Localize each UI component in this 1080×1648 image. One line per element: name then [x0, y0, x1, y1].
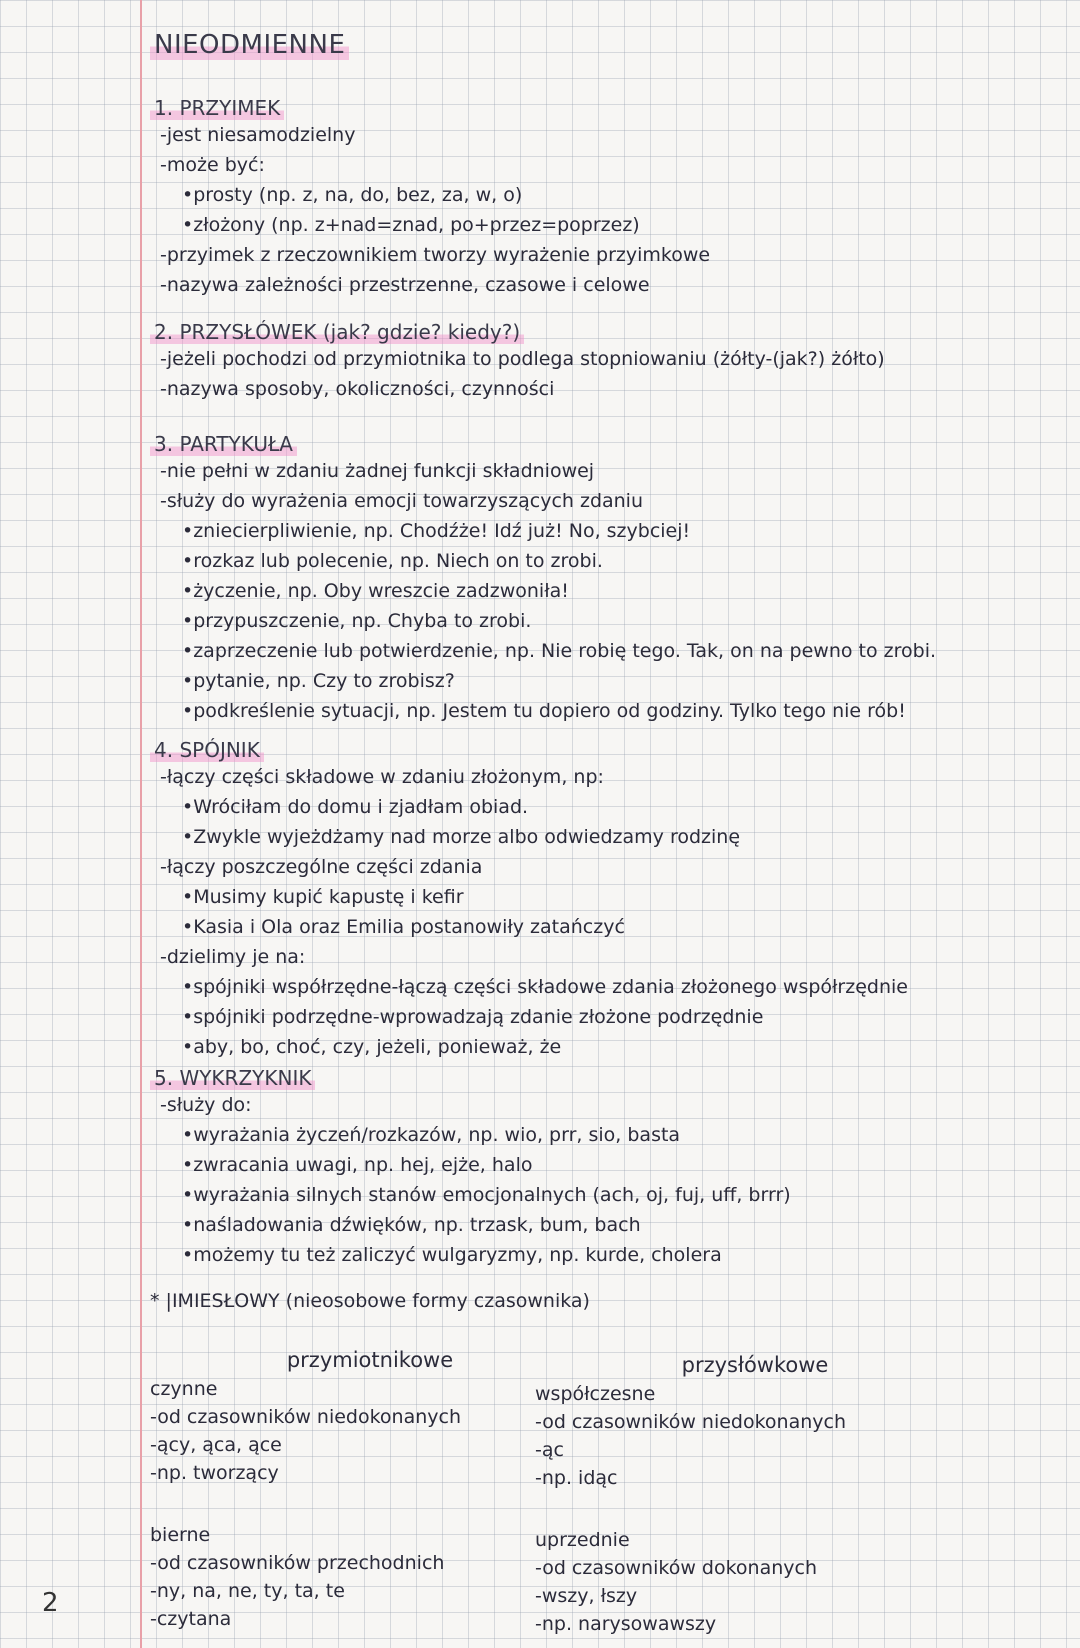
note-line: -służy do: — [160, 1094, 252, 1116]
margin-line — [140, 0, 142, 1648]
imieslowy-left-column — [150, 1345, 590, 1633]
note-line: •Wróciłam do domu i zjadłam obiad. — [182, 796, 529, 818]
section-heading: 4. SPÓJNIK — [150, 738, 264, 762]
note-line: •życzenie, np. Oby wreszcie zadzwoniła! — [182, 580, 569, 602]
note-line: -dzielimy je na: — [160, 946, 306, 968]
imieslowy-left-label: przymiotnikowe — [286, 1348, 454, 1372]
note-line: -np. idąc — [535, 1467, 618, 1489]
section-partykula — [150, 432, 1050, 726]
note-line: -od czasowników dokonanych — [535, 1557, 818, 1579]
page-title-block — [150, 30, 1050, 60]
imieslowy-title: * |IMIESŁOWY (nieosobowe formy czasownika) — [150, 1290, 590, 1312]
note-line: -np. narysowawszy — [535, 1613, 717, 1635]
note-line: •złożony (np. z+nad=znad, po+przez=poprzez) — [182, 214, 640, 236]
note-line: -czytana — [150, 1608, 232, 1630]
note-line: •naśladowania dźwięków, np. trzask, bum, bach — [182, 1214, 641, 1236]
note-line: •rozkaz lub polecenie, np. Niech on to zrobi. — [182, 550, 603, 572]
section-spojnik — [150, 738, 1050, 1062]
note-line: •spójniki współrzędne-łączą części składowe zdania złożonego współrzędnie — [182, 976, 908, 998]
note-line: -ny, na, ne, ty, ta, te — [150, 1580, 345, 1602]
page-title: NIEODMIENNE — [150, 30, 349, 60]
note-line: •zniecierpliwienie, np. Chodźże! Idź już! No, szybciej! — [182, 520, 691, 542]
note-line: -od czasowników niedokonanych — [535, 1411, 847, 1433]
note-line: uprzednie — [535, 1529, 630, 1551]
note-line: -jest niesamodzielny — [160, 124, 356, 146]
note-line: -łączy części składowe w zdaniu złożonym, np: — [160, 766, 604, 788]
note-line: -nazywa sposoby, okoliczności, czynności — [160, 378, 555, 400]
note-line: •zaprzeczenie lub potwierdzenie, np. Nie robię tego. Tak, on na pewno to zrobi. — [182, 640, 937, 662]
note-line: -od czasowników przechodnich — [150, 1552, 445, 1574]
note-line: -jeżeli pochodzi od przymiotnika to podlega stopniowaniu (żółty-(jak?) żółto) — [160, 348, 885, 370]
note-line: współczesne — [535, 1383, 656, 1405]
note-line: •wyrażania silnych stanów emocjonalnych (ach, oj, fuj, uff, brrr) — [182, 1184, 791, 1206]
note-line: -może być: — [160, 154, 265, 176]
note-line: •spójniki podrzędne-wprowadzają zdanie złożone podrzędnie — [182, 1006, 764, 1028]
note-line: •przypuszczenie, np. Chyba to zrobi. — [182, 610, 532, 632]
section-heading: 3. PARTYKUŁA — [150, 432, 297, 456]
section-heading: 1. PRZYIMEK — [150, 96, 284, 120]
imieslowy-right-label: przysłówkowe — [681, 1353, 829, 1377]
note-line: •prosty (np. z, na, do, bez, za, w, o) — [182, 184, 523, 206]
note-line: •Musimy kupić kapustę i kefir — [182, 886, 464, 908]
note-line: -łączy poszczególne części zdania — [160, 856, 483, 878]
note-line: •Zwykle wyjeżdżamy nad morze albo odwiedzamy rodzinę — [182, 826, 741, 848]
note-line: -przyimek z rzeczownikiem tworzy wyrażenie przyimkowe — [160, 244, 711, 266]
note-line: •wyrażania życzeń/rozkazów, np. wio, prr, sio, basta — [182, 1124, 681, 1146]
section-wykrzyknik — [150, 1066, 1050, 1270]
note-line: -ąc — [535, 1439, 564, 1461]
note-line: -nie pełni w zdaniu żadnej funkcji składniowej — [160, 460, 595, 482]
page-number: 2 — [42, 1588, 59, 1618]
note-line: •możemy tu też zaliczyć wulgaryzmy, np. kurde, cholera — [182, 1244, 722, 1266]
note-line: -np. tworzący — [150, 1462, 279, 1484]
imieslowy-right-column — [535, 1350, 975, 1638]
note-line: czynne — [150, 1378, 218, 1400]
note-line: •aby, bo, choć, czy, jeżeli, ponieważ, że — [182, 1036, 562, 1058]
note-line: •Kasia i Ola oraz Emilia postanowiły zatańczyć — [182, 916, 625, 938]
note-line: •pytanie, np. Czy to zrobisz? — [182, 670, 455, 692]
section-przyslowek — [150, 320, 1050, 404]
section-heading: 2. PRZYSŁÓWEK (jak? gdzie? kiedy?) — [150, 320, 524, 344]
note-line: bierne — [150, 1524, 211, 1546]
note-line: •podkreślenie sytuacji, np. Jestem tu dopiero od godziny. Tylko tego nie rób! — [182, 700, 906, 722]
note-line: -wszy, łszy — [535, 1585, 638, 1607]
note-line: -ący, ąca, ące — [150, 1434, 282, 1456]
section-heading: 5. WYKRZYKNIK — [150, 1066, 315, 1090]
note-line: -nazywa zależności przestrzenne, czasowe i celowe — [160, 274, 650, 296]
note-line: •zwracania uwagi, np. hej, ejże, halo — [182, 1154, 533, 1176]
note-line: -od czasowników niedokonanych — [150, 1406, 462, 1428]
note-line: -służy do wyrażenia emocji towarzyszących zdaniu — [160, 490, 644, 512]
section-przyimek — [150, 96, 1050, 300]
imieslowy-header — [150, 1290, 1050, 1312]
